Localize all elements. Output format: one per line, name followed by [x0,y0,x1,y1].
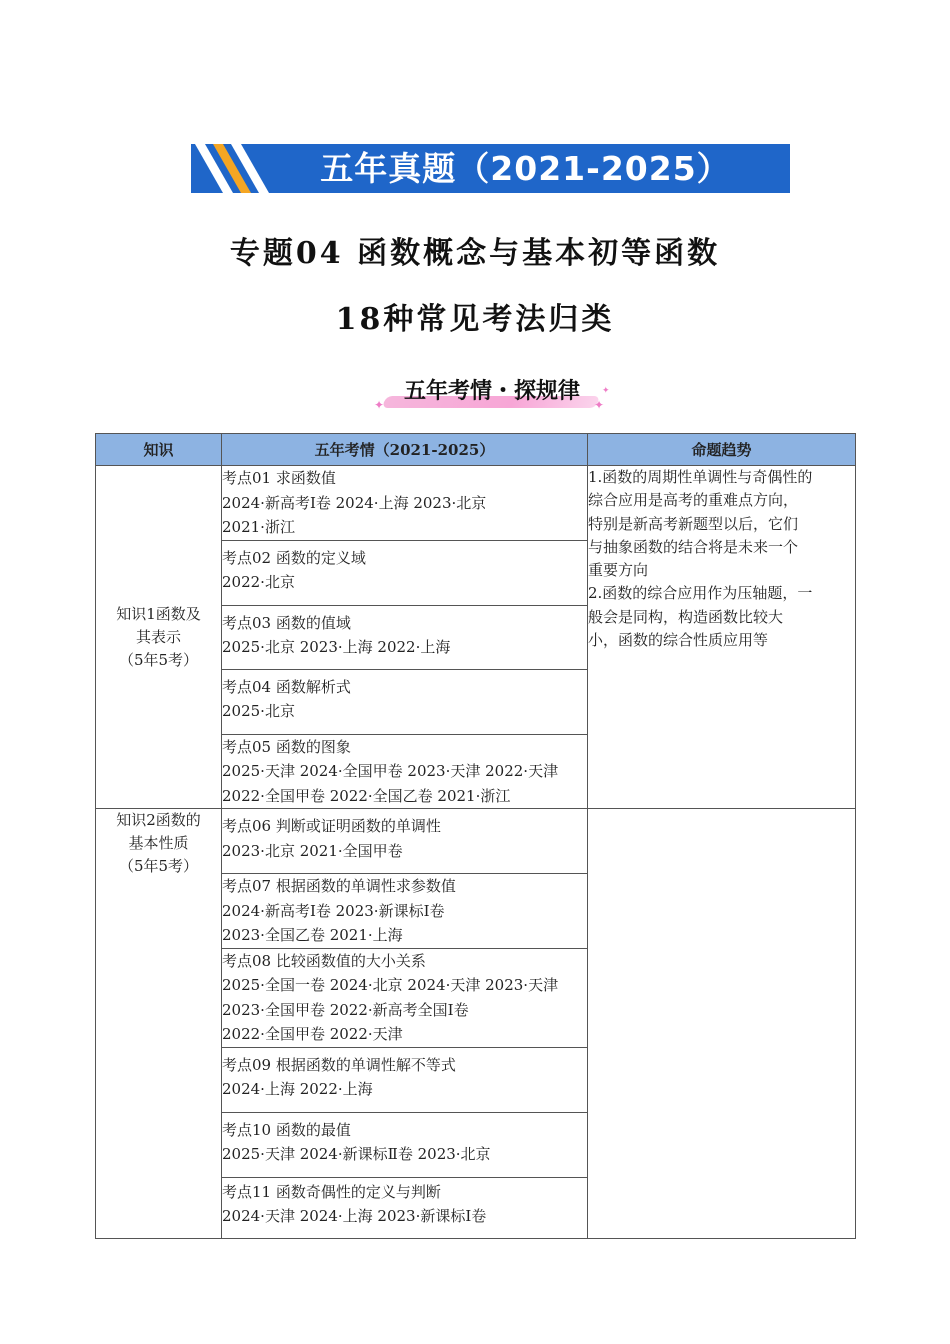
knowledge-line: 基本性质 [128,834,189,852]
topic-cell [222,466,588,541]
table-row [96,466,856,541]
topic-name: 考点09 根据函数的单调性解不等式 [222,1055,456,1074]
banner-title: 五年真题（2021-2025） [320,149,731,188]
topic-name: 考点04 函数解析式 [222,677,351,696]
topic-name: 考点07 根据函数的单调性求参数值 [222,877,456,895]
knowledge-cell-2 [96,809,222,1239]
trend-line: 1.函数的周期性单调性与奇偶性的 [588,468,813,486]
topic-years: 2023·全国乙卷 2021·上海 [222,926,403,944]
header-knowledge: 知识 [96,434,222,466]
table-row [96,809,856,874]
topic-cell [222,948,588,1047]
topic-years: 2021·浙江 [222,518,295,536]
topic-years: 2024·新高考Ⅰ卷 2023·新课标Ⅰ卷 [222,901,445,920]
topic-years: 2022·全国甲卷 2022·天津 [222,1025,403,1043]
topic-name: 考点01 求函数值 [222,469,336,487]
trend-line: 特别是新高考新题型以后，它们 [588,514,799,533]
topic-years: 2024·新高考Ⅰ卷 2024·上海 2023·北京 [222,493,487,512]
topic-cell [222,540,588,605]
topic-name: 考点10 函数的最值 [222,1120,351,1139]
topic-cell [222,1047,588,1112]
topic-cell [222,874,588,949]
topic-name: 考点03 函数的值域 [222,613,351,632]
topic-name: 考点02 函数的定义域 [222,548,366,567]
header-exam: 五年考情（2021-2025） [222,434,588,466]
topic-cell [222,809,588,874]
topic-years: 2022·全国甲卷 2022·全国乙卷 2021·浙江 [222,786,511,805]
knowledge-line: （5年5考） [118,650,199,669]
topic-years: 2024·上海 2022·上海 [222,1080,373,1098]
exam-table [95,433,856,1239]
topic-years: 2025·北京 2023·上海 2022·上海 [222,638,451,656]
knowledge-line: 其表示 [135,627,181,646]
topic-name: 考点11 函数奇偶性的定义与判断 [222,1182,441,1201]
topic-years: 2025·全国一卷 2024·北京 2024·天津 2023·天津 [222,976,559,994]
topic-name: 考点06 判断或证明函数的单调性 [222,817,441,835]
trend-cell [588,466,856,809]
knowledge-line: 知识2函数的 [116,811,201,829]
header-banner [191,144,790,193]
knowledge-line: （5年5考） [118,857,199,875]
topic-cell [222,605,588,669]
table-header-row [96,434,856,466]
trend-line: 综合应用是高考的重难点方向， [588,491,799,510]
trend-cell-empty [588,809,856,1239]
topic-years: 2023·全国甲卷 2022·新高考全国Ⅰ卷 [222,1000,469,1019]
topic-cell [222,1177,588,1238]
topic-years: 2025·天津 2024·全国甲卷 2023·天津 2022·天津 [222,762,559,780]
topic-years: 2022·北京 [222,573,295,591]
sparkle-icon: ✦ [594,398,605,412]
main-title-line1: 专题04 函数概念与基本初等函数 [229,236,721,271]
topic-years: 2024·天津 2024·上海 2023·新课标Ⅰ卷 [222,1207,487,1225]
trend-line: 小，函数的综合性质应用等 [588,631,769,650]
header-trend: 命题趋势 [588,434,856,466]
topic-years: 2023·北京 2021·全国甲卷 [222,841,403,860]
trend-line: 般会是同构，构造函数比较大 [588,607,784,626]
trend-line: 与抽象函数的结合将是未来一个 [588,537,799,556]
trend-line: 2.函数的综合应用作为压轴题，一 [588,584,813,603]
topic-years: 2025·天津 2024·新课标Ⅱ卷 2023·北京 [222,1145,491,1163]
subtitle-text: 五年考情・探规律 [403,379,580,404]
topic-cell [222,734,588,809]
topic-name: 考点08 比较函数值的大小关系 [222,951,426,970]
topic-years: 2025·北京 [222,702,295,720]
topic-cell [222,1112,588,1177]
main-title-line2: 18种常见考法归类 [335,302,615,337]
knowledge-cell-1 [96,466,222,809]
subtitle-badge [372,372,612,414]
knowledge-line: 知识1函数及 [116,604,201,623]
topic-cell [222,669,588,734]
trend-line: 重要方向 [588,561,649,580]
topic-name: 考点05 函数的图象 [222,737,351,756]
sparkle-icon: ✦ [602,386,610,396]
sparkle-icon: ✦ [374,398,385,412]
